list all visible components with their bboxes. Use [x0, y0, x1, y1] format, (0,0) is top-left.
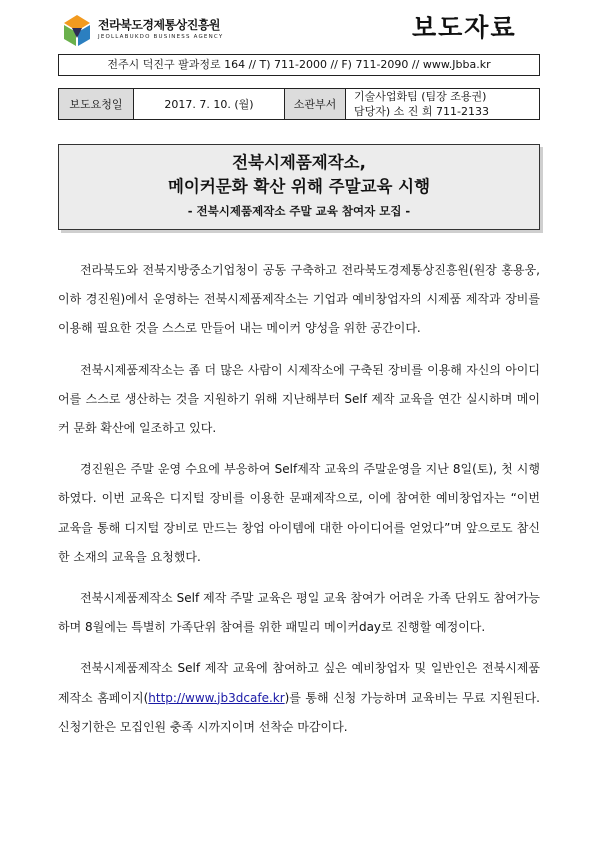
headline-subtitle: - 전북시제품제작소 주말 교육 참여자 모집 - — [187, 204, 411, 218]
link-suffix-text: )를 통해 신청 가능하며 교육비는 무료 지원된다. 신청기한은 모집인원 충족 시까지이며 선착순 마감이다. — [58, 690, 540, 734]
body-paragraph: 전라북도와 전북지방중소기업청이 공동 구축하고 전라북도경제통상진흥원(원장 홍용웅, 이하 경진원)에서 운영하는 전북시제품제작소는 기업과 예비창업자의 시제품 제작과 장비를 이용해 필요한 것을 스스로 만들어 내는 메이커 양성을 위한 공간이다. — [58, 263, 540, 336]
body-paragraph: 경진원은 주말 운영 수요에 부응하여 Self제작 교육의 주말운영을 지난 8일(토), 첫 시행하였다. 이번 교육은 디지털 장비를 이용한 문패제작으로, 이에 참여한 예비창업자는 “이번 교육을 통해 디지털 장비로 만드는 창업 아이템에 대한 아이디어를 얻었다”며 앞으로도 참신한 소재의 교육을 요청했다. — [58, 462, 540, 564]
request-date-value: 2017. 7. 10. (월) — [134, 89, 285, 120]
org-name: 전라북도경제통상진흥원 — [98, 18, 221, 32]
headline-line-2: 메이커문화 확산 위해 주말교육 시행 — [167, 177, 431, 196]
org-name-en: JEOLLABUKDO BUSINESS AGENCY — [98, 34, 224, 40]
department-person: 담당자) 소 진 희 711-2133 — [354, 105, 489, 118]
link-prefix-text: 전북시제품제작소 Self 제작 교육에 참여하고 싶은 예비창업자 및 일반인은 전북시제품제작소 홈페이지( — [58, 661, 540, 705]
department-label: 소관부서 — [285, 89, 346, 120]
headline-line-1: 전북시제품제작소, — [232, 153, 366, 172]
headline-box — [58, 144, 540, 230]
contact-bar: 전주시 덕진구 팔과정로 164 // T) 711-2000 // F) 711-2090 // www.Jbba.kr — [58, 54, 540, 76]
document-type-heading: 보도자료 — [412, 13, 517, 42]
agency-logo — [62, 12, 262, 52]
department-team: 기술사업화팀 (팀장 조용권) — [354, 90, 487, 103]
release-meta-table — [58, 88, 540, 120]
body-paragraph: 전북시제품제작소 Self 제작 주말 교육은 평일 교육 참여가 어려운 가족 단위도 참여가능하며 8월에는 특별히 가족단위 참여를 위한 패밀리 메이커day로 진행할 예정이다. — [58, 591, 540, 635]
article-body — [58, 256, 540, 754]
homepage-link[interactable]: http://www.jb3dcafe.kr — [148, 690, 285, 705]
agency-logo-mark-icon — [62, 14, 92, 48]
request-date-label: 보도요청일 — [59, 89, 134, 120]
body-paragraph-with-link — [58, 654, 540, 742]
department-contact — [346, 89, 540, 120]
body-paragraph: 전북시제품제작소는 좀 더 많은 사람이 시제작소에 구축된 장비를 이용해 자신의 아이디어를 스스로 생산하는 것을 지원하기 위해 지난해부터 Self 제작 교육을 연간 실시하며 메이커 문화 확산에 일조하고 있다. — [58, 362, 540, 436]
